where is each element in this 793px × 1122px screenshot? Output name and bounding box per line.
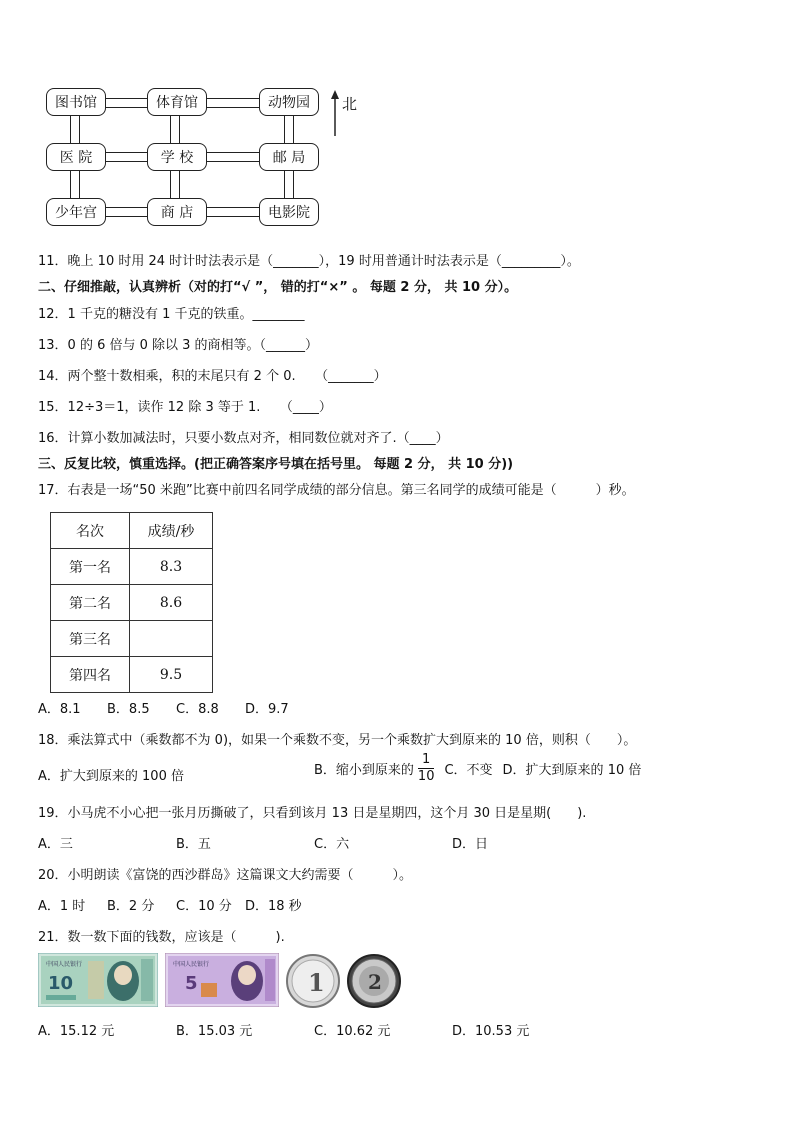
map-place-hospital: 医 院: [46, 143, 106, 171]
road: [170, 116, 180, 144]
svg-text:2: 2: [368, 970, 382, 994]
map-place-zoo: 动物园: [259, 88, 319, 116]
table-row: [51, 657, 213, 693]
svg-text:中国人民银行: 中国人民银行: [46, 961, 83, 968]
q17-option-c: C．8.8: [176, 702, 219, 717]
road: [70, 171, 80, 199]
q18-option-b: [314, 752, 641, 785]
fraction-numerator: 1: [418, 752, 435, 769]
table-header-cell: 名次: [51, 513, 130, 549]
table-cell: 8.3: [130, 549, 213, 585]
section-3-heading: 三、反复比较，慎重选择。(把正确答案序号填在括号里。 每题 2 分， 共 10 分)): [38, 457, 514, 472]
question-11: 11．晚上 10 时用 24 时计时法表示是（_______），19 时用普通计时法表示是（_________）。: [38, 254, 580, 269]
fraction-one-tenth: [418, 752, 435, 785]
table-cell: 第四名: [51, 657, 130, 693]
road: [106, 152, 148, 162]
map-place-cinema: 电影院: [259, 198, 319, 226]
question-19: 19．小马虎不小心把一张月历撕破了，只看到该月 13 日是星期四，这个月 30 日是星期( ).: [38, 806, 587, 821]
road: [170, 171, 180, 199]
q18-option-d: D．扩大到原来的 10 倍: [502, 763, 642, 778]
q18-option-a: A．扩大到原来的 100 倍: [38, 769, 184, 784]
road: [206, 98, 260, 108]
map-place-store: 商 店: [147, 198, 207, 226]
q19-option-b: B．五: [176, 837, 211, 852]
question-20: 20．小明朗读《富饶的西沙群岛》这篇课文大约需要（ ）。: [38, 868, 413, 883]
q21-option-a: A．15.12 元: [38, 1024, 115, 1039]
map-place-gym: 体育馆: [147, 88, 207, 116]
table-cell: [130, 621, 213, 657]
table-row: [51, 549, 213, 585]
q21-option-c: C．10.62 元: [314, 1024, 391, 1039]
table-cell: 第一名: [51, 549, 130, 585]
north-label: 北: [342, 95, 358, 113]
table-header-row: [51, 513, 213, 549]
svg-text:中国人民银行: 中国人民银行: [173, 961, 210, 968]
q20-option-a: A．1 时: [38, 899, 86, 914]
road: [206, 207, 260, 217]
road: [206, 152, 260, 162]
q17-option-b: B．8.5: [107, 702, 150, 717]
q20-option-c: C．10 分: [176, 899, 232, 914]
svg-text:1: 1: [308, 968, 325, 997]
q19-option-d: D．日: [452, 837, 489, 852]
ten-yuan-note-image: [38, 953, 158, 1007]
scores-table: [50, 512, 213, 693]
svg-text:5: 5: [185, 973, 198, 994]
map-place-youth-palace: 少年宫: [46, 198, 106, 226]
question-16: 16．计算小数加减法时，只要小数点对齐，相同数位就对齐了.（____）: [38, 431, 449, 446]
north-arrow-icon: [329, 90, 341, 136]
table-cell: 第三名: [51, 621, 130, 657]
question-21: 21．数一数下面的钱数，应该是（ ).: [38, 930, 285, 945]
table-cell: 第二名: [51, 585, 130, 621]
q18-option-b-label: B．缩小到原来的: [314, 763, 414, 778]
table-row: [51, 585, 213, 621]
two-fen-coin-image: [346, 953, 402, 1009]
question-17: 17．右表是一场“50 米跑”比赛中前四名同学成绩的部分信息。第三名同学的成绩可能是（ ）秒。: [38, 483, 635, 498]
q17-option-a: A．8.1: [38, 702, 81, 717]
table-header-cell: 成绩/秒: [130, 513, 213, 549]
question-14: 14．两个整十数相乘，积的末尾只有 2 个 0. （_______）: [38, 369, 387, 384]
q21-option-b: B．15.03 元: [176, 1024, 253, 1039]
question-18: 18．乘法算式中（乘数都不为 0)，如果一个乘数不变，另一个乘数扩大到原来的 10 倍，则积（ ）。: [38, 733, 637, 748]
q17-option-d: D．9.7: [245, 702, 289, 717]
q21-option-d: D．10.53 元: [452, 1024, 530, 1039]
map-place-library: 图书馆: [46, 88, 106, 116]
road: [284, 116, 294, 144]
q19-option-a: A．三: [38, 837, 73, 852]
road: [284, 171, 294, 199]
svg-text:10: 10: [48, 973, 74, 994]
q20-option-b: B．2 分: [107, 899, 155, 914]
table-cell: 8.6: [130, 585, 213, 621]
road: [70, 116, 80, 144]
q19-option-c: C．六: [314, 837, 350, 852]
road: [106, 207, 148, 217]
question-15: 15．12÷3＝1，读作 12 除 3 等于 1. （____）: [38, 400, 332, 415]
table-row: [51, 621, 213, 657]
question-12: 12．1 千克的糖没有 1 千克的铁重。________: [38, 307, 305, 322]
map-place-post-office: 邮 局: [259, 143, 319, 171]
q18-option-c: C．不变: [444, 763, 493, 778]
fraction-denominator: 10: [417, 769, 435, 784]
table-cell: 9.5: [130, 657, 213, 693]
question-13: 13．0 的 6 倍与 0 除以 3 的商相等。（______）: [38, 338, 319, 353]
map-place-school: 学 校: [147, 143, 207, 171]
road: [106, 98, 148, 108]
q20-option-d: D．18 秒: [245, 899, 302, 914]
section-2-heading: 二、仔细推敲，认真辨析（对的打“√ ”， 错的打“×” 。 每题 2 分， 共 10 分）。: [38, 280, 518, 295]
five-yuan-note-image: [165, 953, 279, 1007]
one-yuan-coin-image: [285, 953, 341, 1009]
